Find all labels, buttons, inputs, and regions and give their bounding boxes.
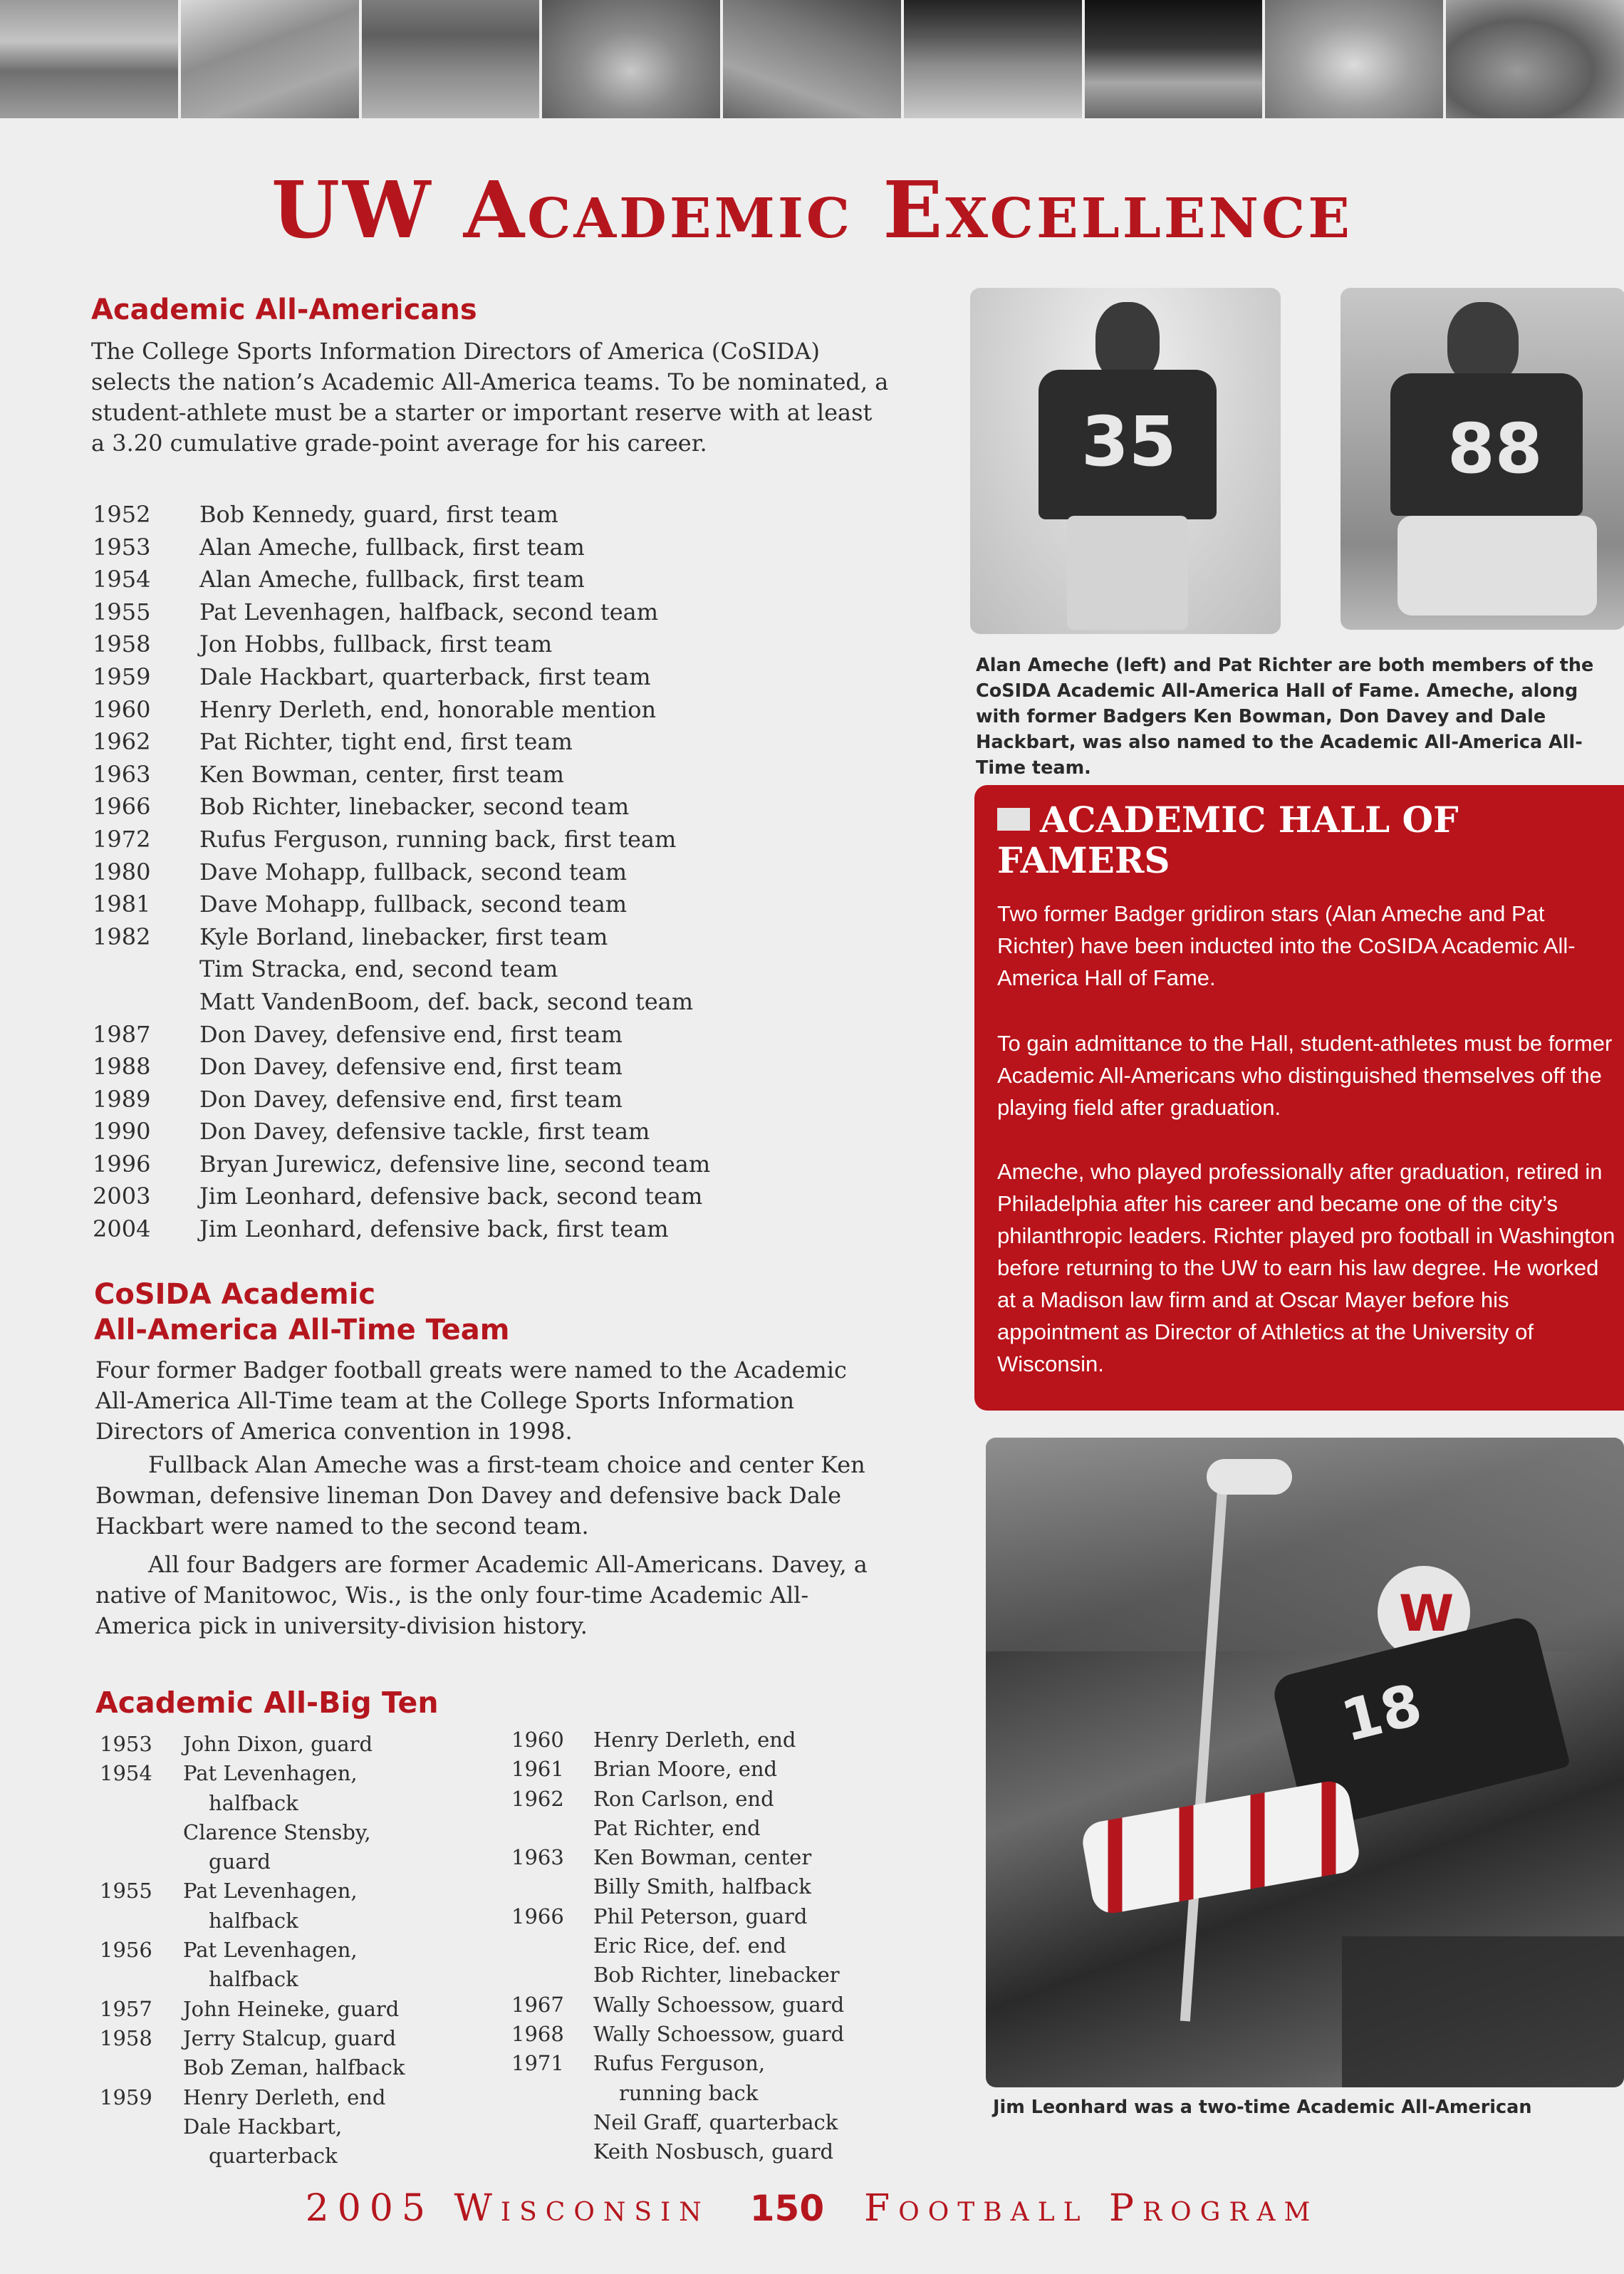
list-item	[93, 759, 905, 791]
footer-right: Football Program	[864, 2187, 1319, 2230]
list-item	[93, 1148, 905, 1181]
photo-caption-leonhard: Jim Leonhard was a two-time Academic All-American	[993, 2097, 1532, 2118]
list-item	[100, 2024, 484, 2053]
list-item-name	[183, 2083, 484, 2112]
list-item-name	[593, 2049, 910, 2108]
list-item-year: 1957	[100, 1996, 152, 2021]
list-item-name: Pat Levenhagen, halfback, second team	[199, 598, 659, 625]
leonhard-player-figure	[1071, 1566, 1613, 1993]
section-heading-all-big-ten: Academic All-Big Ten	[95, 1686, 439, 1720]
list-item-name	[183, 2053, 484, 2082]
list-item	[93, 499, 905, 531]
list-item-name: Dave Mohapp, fullback, second team	[199, 858, 628, 886]
list-item-line: Henry Derleth, end	[183, 2084, 386, 2109]
list-item-year: 1958	[100, 2025, 152, 2050]
list-item-year: 1996	[93, 1150, 151, 1178]
stadium-photo	[362, 0, 543, 118]
list-item-year: 1956	[100, 1938, 152, 1963]
list-item-line: halfback	[209, 1790, 298, 1815]
list-item-name: Dave Mohapp, fullback, second team	[199, 891, 628, 918]
list-item-year: 1955	[100, 1879, 152, 1904]
all-time-paragraph-2: Fullback Alan Ameche was a first-team choice and center Ken Bowman, defensive lineman Don Davey and defensive back Dale Hackbart were named to the second team.	[95, 1451, 865, 1540]
list-item-name	[593, 1961, 910, 1990]
list-item	[100, 1876, 484, 1936]
list-item-line: Bob Zeman, halfback	[183, 2055, 405, 2080]
list-item-name	[183, 1876, 484, 1936]
list-item-line: Wally Schoessow, guard	[593, 2021, 845, 2046]
all-big-ten-column-1	[100, 1730, 484, 2171]
list-item-line: halfback	[209, 1967, 298, 1992]
list-item	[93, 824, 905, 856]
list-item-year: 2004	[93, 1215, 151, 1243]
list-item-line: John Dixon, guard	[183, 1732, 373, 1756]
list-item	[100, 1936, 484, 1995]
list-item-line: Ken Bowman, center	[593, 1845, 812, 1870]
square-bullet-icon	[997, 808, 1030, 831]
section-heading-academic-all-americans: Academic All-Americans	[91, 294, 477, 326]
list-item-year: 1959	[100, 2084, 152, 2109]
richter-player-figure	[1376, 302, 1611, 623]
list-item-name: Don Davey, defensive end, first team	[199, 1020, 623, 1048]
list-item	[100, 1995, 484, 2024]
footer-left: 2005 Wisconsin	[305, 2187, 710, 2230]
list-item-line: Neil Graff, quarterback	[593, 2109, 838, 2134]
stadium-photo	[1265, 0, 1446, 118]
list-item-line: Jerry Stalcup, guard	[183, 2025, 397, 2050]
list-item	[93, 1116, 905, 1148]
list-item	[511, 1785, 910, 1814]
list-item-year: 1953	[93, 533, 151, 561]
list-item-year: 2003	[93, 1183, 151, 1210]
list-item-name: Tim Stracka, end, second team	[199, 955, 558, 983]
list-item-name: Jim Leonhard, defensive back, second team	[199, 1183, 703, 1210]
list-item-line: Clarence Stensby,	[183, 1819, 371, 1844]
list-item-name: Henry Derleth, end, honorable mention	[199, 695, 657, 723]
list-item-year	[93, 986, 199, 1019]
hall-title-line1: ACADEMIC HALL OF	[1040, 799, 1459, 841]
list-item-name	[183, 2112, 484, 2171]
list-item	[511, 1872, 910, 1901]
list-item-name	[183, 1759, 484, 1818]
list-item	[93, 564, 905, 596]
list-item-year: 1952	[93, 501, 151, 528]
list-item-year: 1987	[93, 1020, 151, 1048]
list-item-year: 1954	[93, 566, 151, 593]
page-number: 150	[749, 2188, 825, 2229]
list-item-line: Pat Levenhagen,	[183, 1761, 358, 1786]
list-item	[93, 531, 905, 564]
all-big-ten-column-2	[511, 1725, 910, 2166]
list-item-line: Wally Schoessow, guard	[593, 1992, 845, 2017]
list-item-year: 1955	[93, 598, 151, 625]
list-item-year	[511, 1814, 593, 1843]
page-footer	[0, 2187, 1624, 2230]
list-item-name	[593, 1902, 910, 1931]
list-item-year: 1954	[100, 1761, 152, 1786]
list-item	[93, 888, 905, 921]
list-item	[511, 1961, 910, 1990]
list-item	[511, 1755, 910, 1784]
list-item-year: 1959	[93, 663, 151, 690]
stadium-photo	[723, 0, 904, 118]
list-item-name: Bob Richter, linebacker, second team	[199, 793, 630, 821]
list-item-year	[100, 2112, 183, 2171]
list-item-name: Alan Ameche, fullback, first team	[199, 566, 585, 593]
hall-paragraph-3: Ameche, who played professionally after graduation, retired in Philadelphia after his career and became one of the city’s philanthropic leaders. Richter played pro football in Washington before returning to the UW to earn his law degree. He worked at a Madison law firm and at Oscar Mayer before his appointment as Director of Athletics at the University of Wisconsin.	[997, 1159, 1615, 1376]
list-item	[511, 2108, 910, 2137]
list-item-name: Don Davey, defensive end, first team	[199, 1085, 623, 1113]
list-item-name	[593, 2137, 910, 2166]
list-item	[93, 953, 905, 986]
list-item	[511, 2049, 910, 2108]
list-item-name	[593, 1814, 910, 1843]
helmet-logo: W	[1399, 1584, 1454, 1643]
all-time-paragraph-3: All four Badgers are former Academic All-Americans. Davey, a native of Manitowoc, Wis., is the only four-time Academic All-America pick in university-division history.	[95, 1551, 868, 1639]
list-item	[93, 1084, 905, 1116]
page-title: UW Academic Excellence	[271, 164, 1353, 256]
list-item-line: Henry Derleth, end	[593, 1728, 796, 1752]
list-item-name: Bob Kennedy, guard, first team	[199, 501, 558, 528]
list-item-year: 1981	[93, 891, 151, 918]
list-item-year: 1962	[93, 728, 151, 756]
list-item-name: Alan Ameche, fullback, first team	[199, 533, 585, 561]
list-item	[93, 694, 905, 727]
list-item	[93, 1019, 905, 1052]
list-item-year	[511, 2108, 593, 2137]
list-item-line: Pat Levenhagen,	[183, 1879, 358, 1904]
stadium-photo	[542, 0, 723, 118]
list-item	[100, 2112, 484, 2171]
list-item-line: Billy Smith, halfback	[593, 1874, 811, 1899]
list-item-name	[593, 2108, 910, 2137]
list-item-line: Ron Carlson, end	[593, 1786, 774, 1811]
list-item-name: Jim Leonhard, defensive back, first team	[199, 1215, 669, 1243]
all-time-paragraph-1: Four former Badger football greats were named to the Academic All-America All-Time team at the College Sports Information Directors of America convention in 1998.	[95, 1356, 847, 1445]
list-item-year: 1953	[100, 1732, 152, 1756]
list-item-line: Bob Richter, linebacker	[593, 1963, 840, 1988]
list-item-year: 1960	[93, 695, 151, 723]
list-item-name	[593, 1843, 910, 1872]
stadium-photo	[1446, 0, 1624, 118]
list-item	[100, 2083, 484, 2112]
list-item-year: 1982	[93, 923, 151, 950]
list-item-line: Pat Levenhagen,	[183, 1938, 358, 1963]
list-item	[100, 1818, 484, 1877]
list-item	[93, 986, 905, 1019]
list-item-year	[100, 1818, 183, 1877]
list-item	[100, 1759, 484, 1818]
all-time-heading-line2: All-America All-Time Team	[94, 1314, 510, 1346]
list-item-year: 1963	[93, 760, 151, 788]
list-item-line: Keith Nosbusch, guard	[593, 2139, 834, 2164]
list-item	[93, 791, 905, 824]
list-item-year	[511, 1961, 593, 1990]
academic-hall-of-famers-box	[974, 785, 1624, 1411]
list-item	[511, 1725, 910, 1755]
list-item-name	[183, 2024, 484, 2053]
list-item-year: 1960	[511, 1728, 564, 1752]
list-item-name	[183, 1995, 484, 2024]
list-item	[511, 1990, 910, 2020]
list-item-year: 1963	[511, 1845, 564, 1870]
list-item-name: Matt VandenBoom, def. back, second team	[199, 987, 694, 1015]
list-item-year: 1990	[93, 1118, 151, 1146]
all-time-heading-line1: CoSIDA Academic	[94, 1278, 376, 1311]
list-item-line: quarterback	[209, 2144, 338, 2169]
stadium-photo	[181, 0, 362, 118]
list-item-name: Pat Richter, tight end, first team	[199, 728, 573, 756]
list-item-year	[93, 953, 199, 986]
list-item-name	[183, 1818, 484, 1877]
list-item-name	[593, 1872, 910, 1901]
list-item	[511, 1814, 910, 1843]
camera-lens	[1207, 1459, 1292, 1495]
list-item-name	[183, 1730, 484, 1759]
list-item-name: Rufus Ferguson, running back, first team	[199, 825, 677, 853]
list-item-line: Pat Richter, end	[593, 1815, 761, 1840]
list-item-name: Ken Bowman, center, first team	[199, 760, 565, 788]
list-item-name: Bryan Jurewicz, defensive line, second team	[199, 1150, 711, 1178]
list-item-name: Dale Hackbart, quarterback, first team	[199, 663, 651, 690]
list-item-line: Eric Rice, def. end	[593, 1933, 786, 1958]
ameche-player-figure	[1039, 302, 1217, 630]
list-item-line: Phil Peterson, guard	[593, 1904, 808, 1928]
list-item	[93, 1213, 905, 1246]
stadium-photo-strip	[0, 0, 1624, 118]
list-item-line: Dale Hackbart,	[183, 2114, 343, 2139]
list-item-name	[593, 1755, 910, 1784]
list-item	[100, 1730, 484, 1759]
list-item-year: 1967	[511, 1992, 564, 2017]
list-item-name: Kyle Borland, linebacker, first team	[199, 923, 608, 950]
list-item	[511, 1902, 910, 1931]
list-item-year	[511, 1872, 593, 1901]
list-item	[511, 1843, 910, 1872]
all-americans-list	[93, 499, 905, 1246]
list-item-year: 1962	[511, 1786, 564, 1811]
list-item	[511, 2137, 910, 2166]
list-item-name	[183, 1936, 484, 1995]
list-item	[93, 921, 905, 954]
list-item-line: John Heineke, guard	[183, 1996, 400, 2021]
leonhard-photo	[986, 1438, 1624, 2087]
list-item	[93, 596, 905, 629]
stadium-photo	[0, 0, 181, 118]
list-item-name	[593, 1725, 910, 1755]
list-item-year: 1968	[511, 2021, 564, 2046]
list-item-name: Jon Hobbs, fullback, first team	[199, 630, 553, 658]
list-item-line: Rufus Ferguson,	[593, 2051, 766, 2076]
list-item	[93, 726, 905, 759]
section-heading-all-time-team	[94, 1277, 509, 1348]
list-item	[511, 2020, 910, 2049]
list-item	[93, 1051, 905, 1084]
list-item	[93, 628, 905, 661]
list-item-year: 1972	[93, 825, 151, 853]
list-item-name	[593, 1990, 910, 2020]
stadium-photo	[904, 0, 1085, 118]
list-item-year	[511, 1931, 593, 1961]
list-item-name	[593, 1931, 910, 1961]
player-legs	[1080, 1778, 1363, 1916]
all-americans-intro: The College Sports Information Directors of America (CoSIDA) selects the nation’s Academic All-America teams. To be nominated, a student-athlete must be a starter or important reserve with at least a 3.20 cumulative grade-point average for his career.	[91, 338, 889, 457]
hall-title-line2: FAMERS	[997, 839, 1170, 881]
list-item-year: 1989	[93, 1085, 151, 1113]
list-item-line: running back	[619, 2080, 759, 2105]
list-item	[93, 1180, 905, 1213]
list-item-year: 1980	[93, 858, 151, 886]
list-item	[100, 2053, 484, 2082]
list-item-line: halfback	[209, 1908, 298, 1933]
list-item-year: 1958	[93, 630, 151, 658]
list-item	[93, 856, 905, 889]
list-item-name	[593, 2020, 910, 2049]
richter-photo	[1341, 288, 1624, 630]
list-item-year: 1966	[93, 793, 151, 821]
list-item-name: Don Davey, defensive tackle, first team	[199, 1118, 650, 1146]
jersey-number: 18	[1335, 1671, 1428, 1755]
list-item-year: 1961	[511, 1757, 564, 1782]
list-item-line: Brian Moore, end	[593, 1757, 778, 1782]
list-item-year: 1988	[93, 1053, 151, 1081]
jersey-number: 35	[1081, 402, 1177, 482]
hall-paragraph-1: Two former Badger gridiron stars (Alan Ameche and Pat Richter) have been inducted into the CoSIDA Academic All-America Hall of Fame.	[997, 901, 1576, 990]
list-item-year: 1971	[511, 2051, 564, 2076]
jersey-number: 88	[1447, 409, 1543, 489]
list-item	[511, 1931, 910, 1961]
photo-caption-hall-of-fame: Alan Ameche (left) and Pat Richter are both members of the CoSIDA Academic All-America Hall of Fame. Ameche, along with former Badgers Ken Bowman, Don Davey and Dale Hackbart, was also named to the Academic All-America All-Time team.	[976, 655, 1594, 779]
list-item-year	[100, 2053, 183, 2082]
list-item-line: guard	[209, 1849, 271, 1874]
list-item-year: 1966	[511, 1904, 564, 1928]
list-item-year	[511, 2137, 593, 2166]
hall-of-famers-title	[997, 799, 1610, 881]
ameche-photo	[970, 288, 1281, 634]
list-item-name	[593, 1785, 910, 1814]
list-item-name: Don Davey, defensive end, first team	[199, 1053, 623, 1081]
hall-paragraph-2: To gain admittance to the Hall, student-athletes must be former Academic All-Americans who distinguished themselves off the playing field after graduation.	[997, 1031, 1613, 1120]
stadium-photo	[1085, 0, 1266, 118]
list-item	[93, 661, 905, 694]
